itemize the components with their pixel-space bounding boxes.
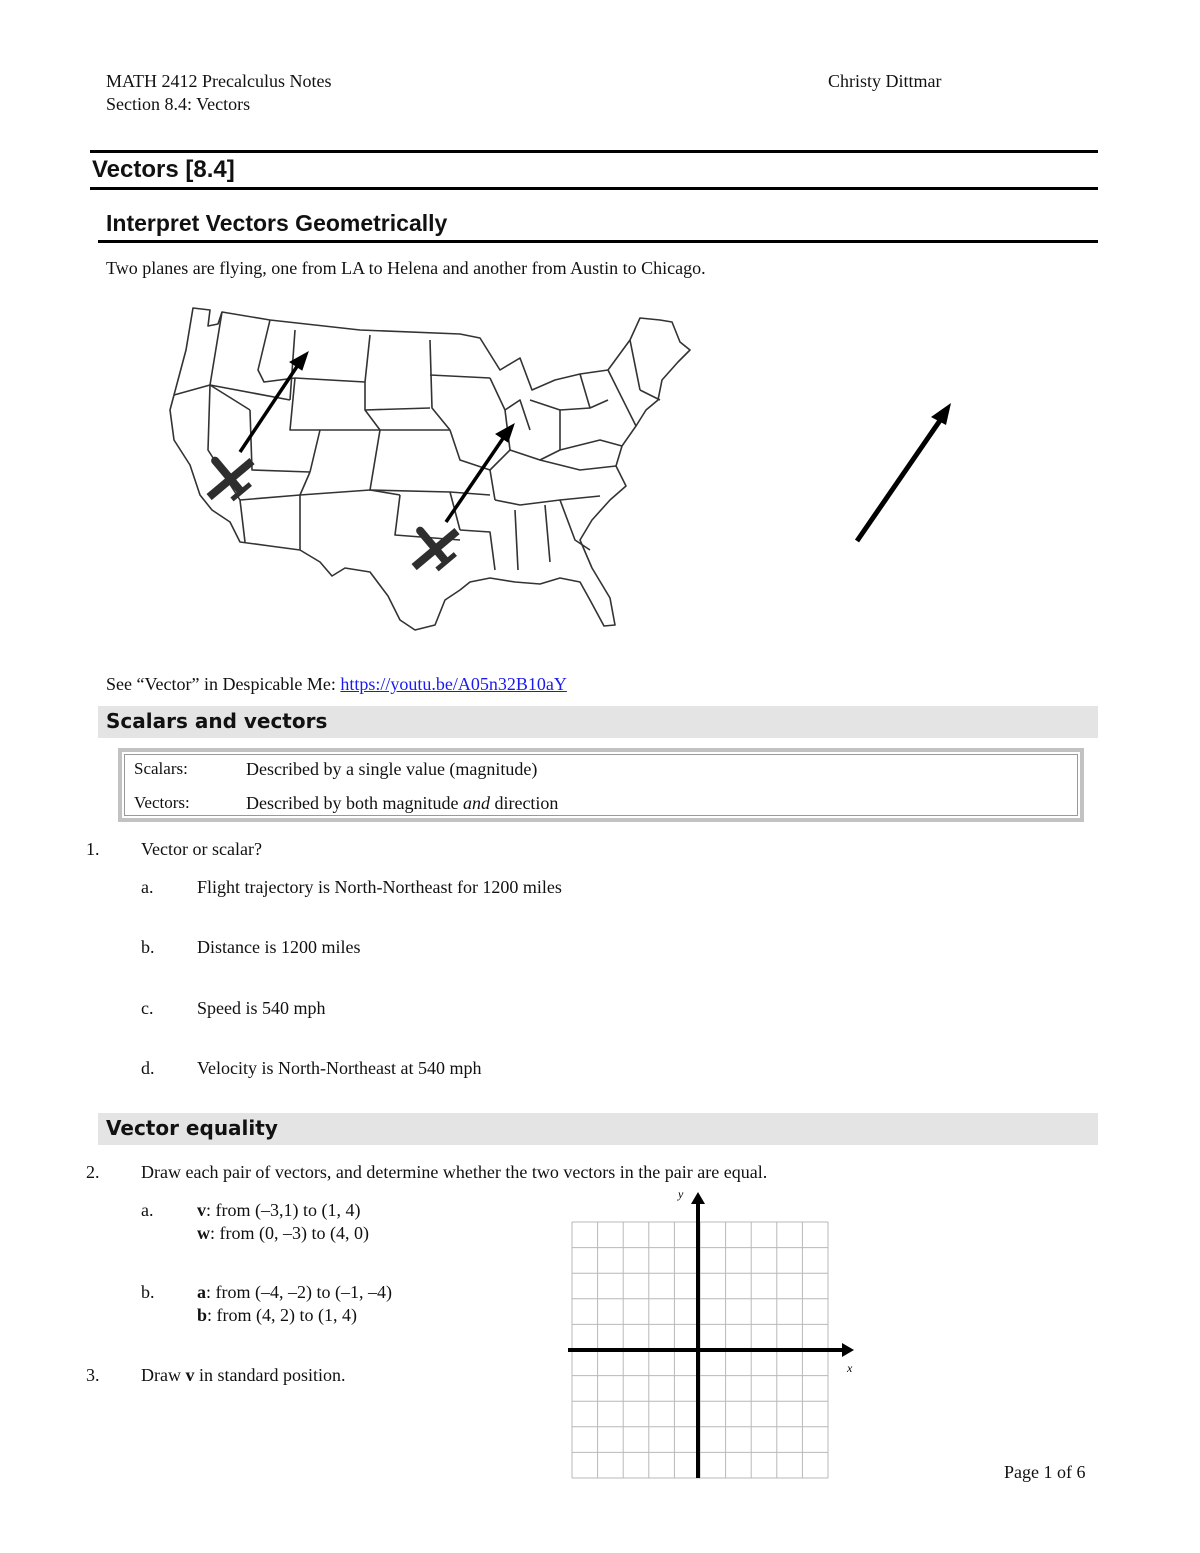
problem-1d-label: d. (141, 1058, 155, 1078)
section-title: Section 8.4: Vectors (106, 94, 251, 114)
problem-2a-label: a. (141, 1200, 154, 1220)
problem-1-number: 1. (86, 839, 100, 859)
video-reference (106, 674, 567, 695)
x-axis-arrow (842, 1343, 854, 1357)
problem-2-number: 2. (86, 1162, 100, 1182)
plane-icon-la (191, 440, 264, 512)
page-number: Page 1 of 6 (1004, 1462, 1086, 1482)
problem-2b-a: a: from (–4, –2) to (–1, –4) (197, 1282, 392, 1302)
problem-1a-label: a. (141, 877, 154, 897)
vectors-term: Vectors: (134, 793, 190, 812)
problem-1d-text: Velocity is North-Northeast at 540 mph (197, 1058, 482, 1078)
equality-heading: Vector equality (106, 1116, 278, 1140)
title-top-rule (90, 150, 1098, 153)
problem-1b-label: b. (141, 937, 155, 957)
problem-2a-w: w: from (0, –3) to (4, 0) (197, 1223, 369, 1243)
subtitle-rule (98, 240, 1098, 243)
equality-heading-band (98, 1113, 1098, 1145)
us-map-illustration (160, 300, 700, 640)
page-title: Vectors [8.4] (92, 156, 235, 183)
title-bottom-rule (90, 187, 1098, 190)
coordinate-grid[interactable] (560, 1182, 860, 1484)
problem-1a-text: Flight trajectory is North-Northeast for 1200 miles (197, 877, 562, 897)
subtitle: Interpret Vectors Geometrically (106, 210, 448, 236)
la-helena-arrow (240, 362, 300, 452)
problem-1-prompt: Vector or scalar? (141, 839, 262, 859)
scalars-term: Scalars: (134, 759, 188, 778)
video-prefix: See “Vector” in Despicable Me: (106, 674, 341, 694)
course-title: MATH 2412 Precalculus Notes (106, 71, 332, 91)
problem-2a-v: v: from (–3,1) to (1, 4) (197, 1200, 361, 1220)
y-axis-label: y (678, 1187, 684, 1201)
vectors-definition: Described by both magnitude and direction (246, 793, 559, 813)
problem-1c-label: c. (141, 998, 154, 1018)
y-axis-arrow (691, 1192, 705, 1204)
sample-vector-arrow (845, 395, 960, 550)
video-link[interactable]: https://youtu.be/A05n32B10aY (340, 674, 567, 694)
intro-text: Two planes are flying, one from LA to Helena and another from Austin to Chicago. (106, 258, 706, 278)
problem-1b-text: Distance is 1200 miles (197, 937, 361, 957)
scalars-heading: Scalars and vectors (106, 709, 328, 733)
scalars-definition: Described by a single value (magnitude) (246, 759, 538, 779)
problem-2b-b: b: from (4, 2) to (1, 4) (197, 1305, 357, 1325)
problem-2b-label: b. (141, 1282, 155, 1302)
scalars-heading-band (98, 706, 1098, 738)
x-axis-label: x (847, 1361, 853, 1375)
author-name: Christy Dittmar (828, 71, 942, 91)
problem-1c-text: Speed is 540 mph (197, 998, 326, 1018)
problem-2-prompt: Draw each pair of vectors, and determine whether the two vectors in the pair are equal. (141, 1162, 768, 1182)
problem-3-number: 3. (86, 1365, 100, 1385)
problem-3-prompt: Draw v in standard position. (141, 1365, 346, 1385)
